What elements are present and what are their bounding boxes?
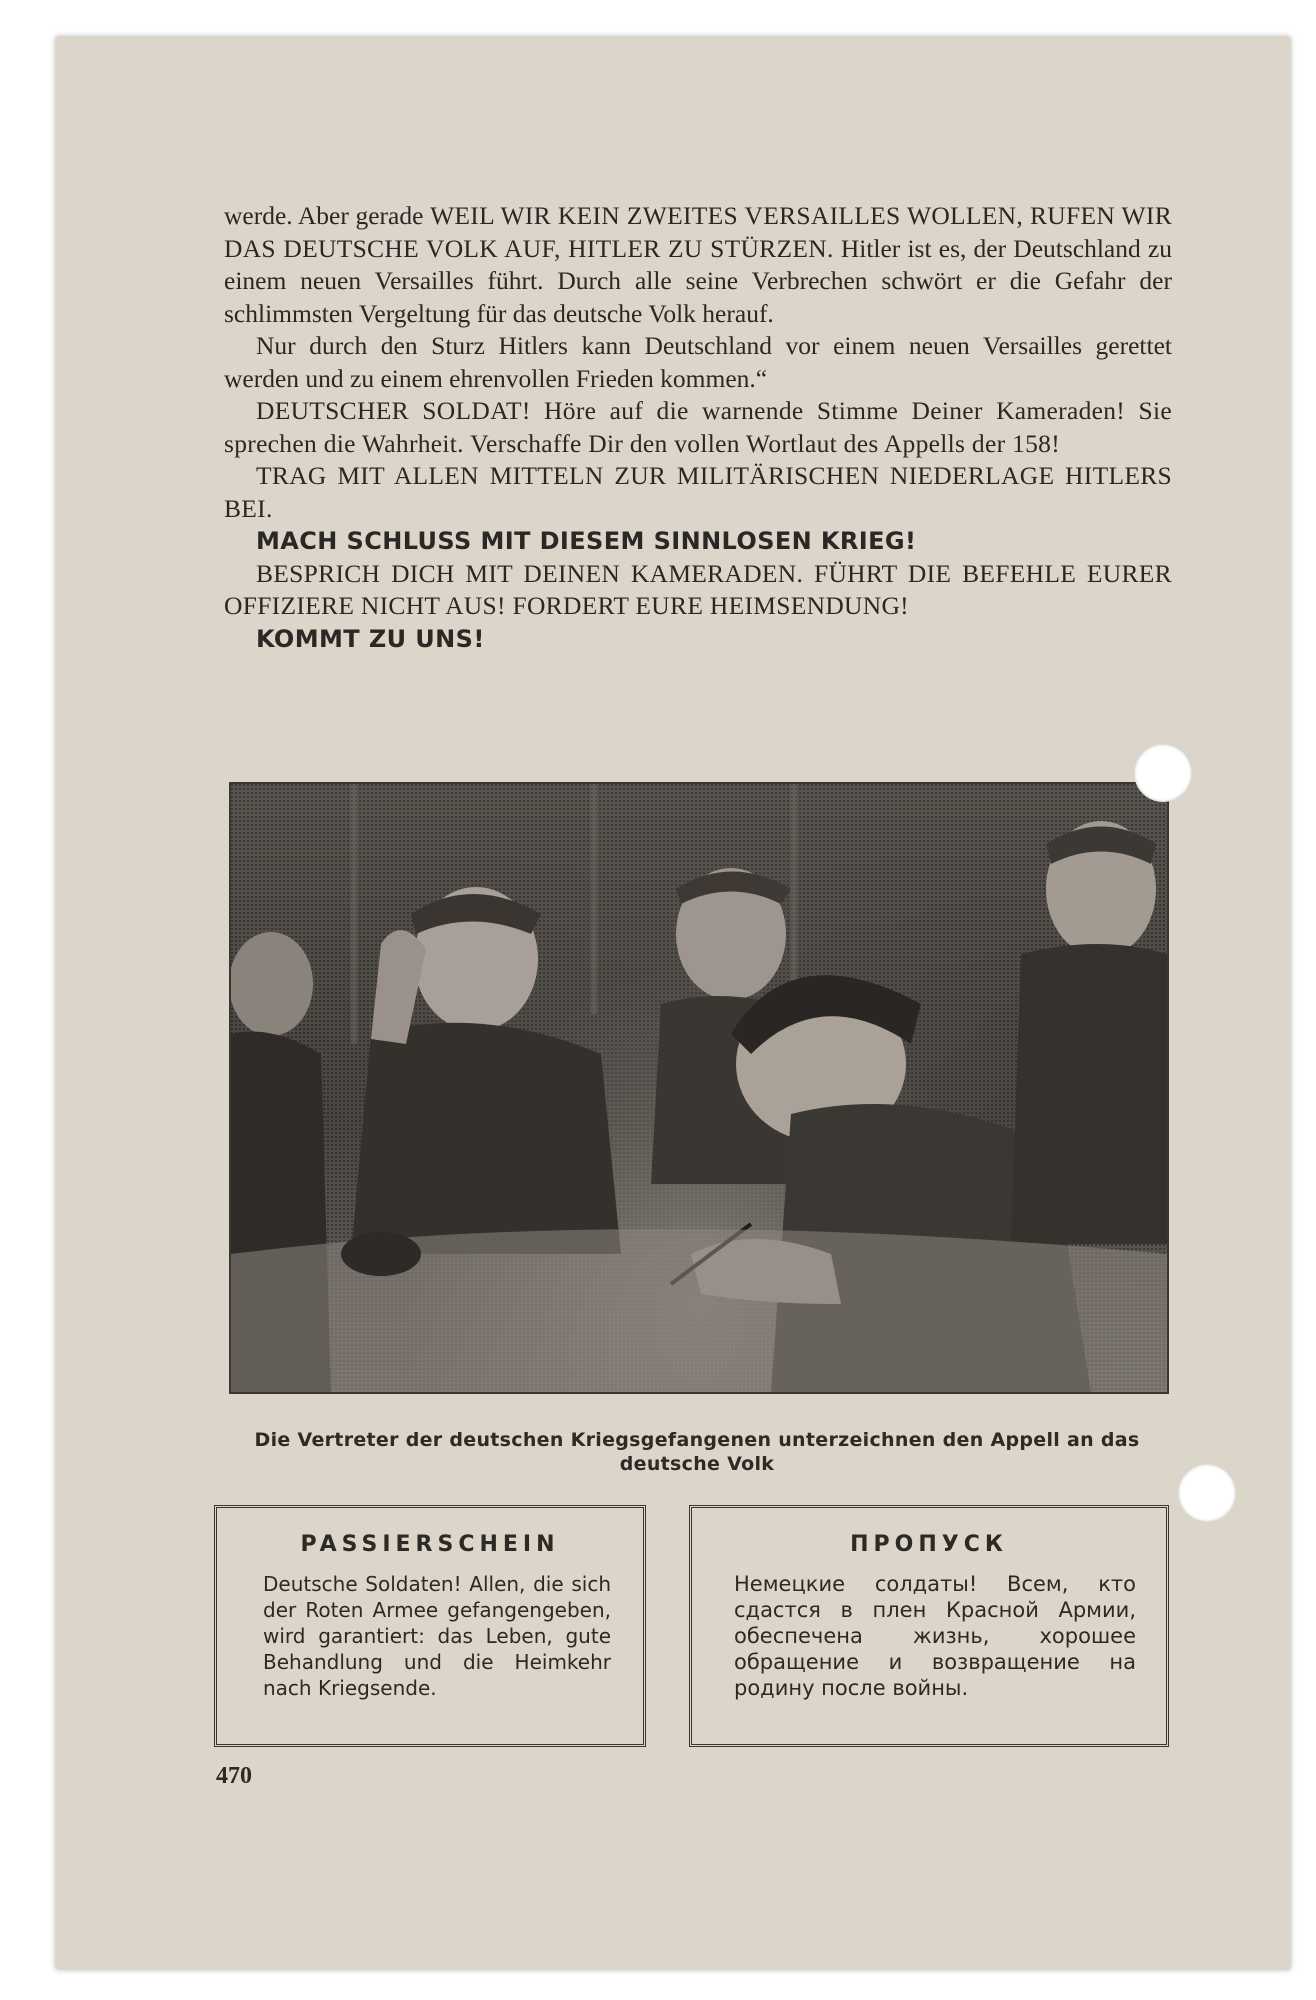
russian-pass-title: ПРОПУСК [850,1532,1008,1557]
paragraph-6: BESPRICH DICH MIT DEINEN KAMERADEN. FÜHRT DIE BEFEHLE EURER OFFIZIERE NICHT AUS! FORDERT EURE HEIMSENDUNG! [224,558,1172,620]
german-pass-title: PASSIERSCHEIN [300,1532,560,1557]
leaflet-body-text [224,200,1172,655]
paragraph-1-capitals: WEIL WIR KEIN ZWEITES VERSAILLES WOLLEN, RUFEN WIR DAS DEUTSCHE VOLK AUF, HITLER ZU STÜRZEN. [224,201,1173,263]
paragraph-2: Nur durch den Sturz Hitlers kann Deutschland vor einem neuen Versailles gerettet werden und zu einem ehrenvollen Frieden kommen.“ [224,331,1172,393]
page-number: 470 [216,1763,252,1789]
german-safe-conduct-pass [214,1505,646,1747]
paragraph-4: TRAG MIT ALLEN MITTELN ZUR MILITÄRISCHEN NIEDERLAGE HITLERS BEI. [224,461,1172,523]
german-pass-text: Deutsche Soldaten! Allen, die sich der Roten Armee gefangengeben, wird garantiert: das Leben, gute Behandlung und die Heimkehr nach Kriegsende. [263,1572,611,1700]
paragraph-1-start: werde. Aber gerade [224,201,424,230]
photo-caption: Die Vertreter der deutschen Kriegsgefangenen unterzeichnen den Appell an das deutsche Volk [254,1429,1140,1475]
paragraph-3: DEUTSCHER SOLDAT! Höre auf die warnende Stimme Deiner Kameraden! Sie sprechen die Wahrheit. Verschaffe Dir den vollen Wortlaut des Appells der 158! [224,396,1172,458]
paragraph-1 [224,200,1172,330]
photo-figures [231,784,1167,1392]
russian-safe-conduct-pass [689,1505,1169,1747]
paragraph-7: KOMMT ZU UNS! [256,624,485,653]
russian-pass-text: Немецкие солдаты! Всем, кто сдастся в плен Красной Армии, обеспечена жизнь, хорошее обращение и возвращение на родину после войны. [734,1572,1136,1700]
punch-hole [1178,1464,1236,1522]
punch-hole [1134,744,1192,802]
paragraph-5: MACH SCHLUSS MIT DIESEM SINNLOSEN KRIEG! [256,527,917,555]
prisoners-signing-photo [229,782,1169,1394]
paragraph-1-end: Hitler ist es, der Deutschland zu einem neuen Versailles führt. Durch alle seine Verbrechen schwört er die Gefahr der schlimmsten Vergeltung für das deutsche Volk herauf. [224,233,1172,328]
